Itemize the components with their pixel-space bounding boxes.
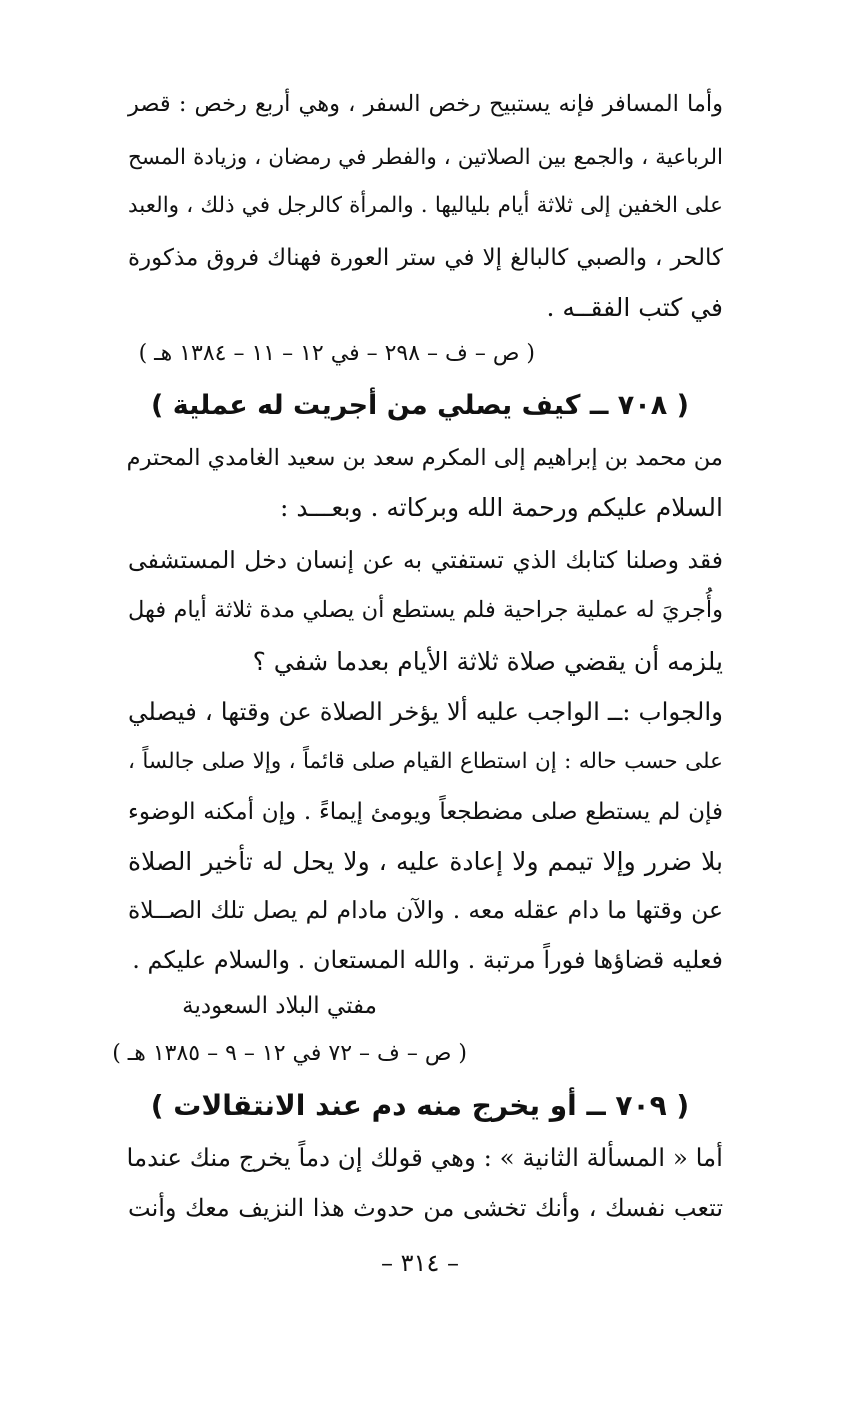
fatwa-709-line-1: أما « المسألة الثانية » : وهي قولك إن دماً يخرج منك عندما	[126, 1143, 723, 1172]
fatwa-709-line-2: تتعب نفسك ، وأنك تخشى من حدوث هذا النزيف معك وأنت	[128, 1194, 724, 1222]
fatwa-708-reference: ( ص – ف – ٧٢ في ١٢ – ٩ – ١٣٨٥ هـ )	[112, 1041, 467, 1066]
fatwa-708-answer-5: عن وقتها ما دام عقله معه . والآن مادام لم يصل تلك الصــلاة	[128, 896, 723, 924]
fatwa-708-answer-4: بلا ضرر وإلا تيمم ولا إعادة عليه ، ولا يحل له تأخير الصلاة	[128, 847, 723, 876]
fatwa-708-answer-3: فإن لم يستطع صلى مضطجعاً ويومئ إيماءً . وإن أمكنه الوضوء	[128, 799, 723, 825]
page-number: – ٣١٤ –	[381, 1249, 459, 1277]
fatwa-708-salutation-2: السلام عليكم ورحمة الله وبركاته . وبعـــد :	[279, 493, 723, 522]
fatwa-708-heading: ( ٧٠٨ ــ كيف يصلي من أجريت له عملية )	[151, 390, 689, 421]
fatwa-708-answer-1: والجواب :ــ الواجب عليه ألا يؤخر الصلاة عن وقتها ، فيصلي	[128, 697, 723, 726]
intro-line-3: على الخفين إلى ثلاثة أيام بلياليها . والمرأة كالرجل في ذلك ، والعبد	[128, 193, 723, 218]
fatwa-708-question-3: يلزمه أن يقضي صلاة ثلاثة الأيام بعدما شفي ؟	[252, 647, 723, 676]
intro-line-5: في كتب الفقــه .	[546, 293, 723, 322]
intro-line-1: وأما المسافر فإنه يستبيح رخص السفر ، وهي أربع رخص : قصر	[128, 91, 723, 117]
fatwa-708-answer-6: فعليه قضاؤها فوراً مرتبة . والله المستعان . والسلام عليكم .	[132, 946, 723, 974]
fatwa-708-question-1: فقد وصلنا كتابك الذي تستفتي به عن إنسان دخل المستشفى	[128, 546, 723, 574]
intro-line-2: الرباعية ، والجمع بين الصلاتين ، والفطر في رمضان ، وزيادة المسح	[128, 145, 723, 170]
fatwa-708-salutation-1: من محمد بن إبراهيم إلى المكرم سعد بن سعيد الغامدي المحترم	[126, 445, 723, 471]
fatwa-708-signature: مفتي البلاد السعودية	[182, 993, 377, 1019]
fatwa-709-heading: ( ٧٠٩ ــ أو يخرج منه دم عند الانتقالات )	[150, 1089, 690, 1122]
fatwa-708-answer-2: على حسب حاله : إن استطاع القيام صلى قائماً ، وإلا صلى جالساً ،	[128, 749, 723, 774]
intro-reference: ( ص – ف – ٢٩٨ – في ١٢ – ١١ – ١٣٨٤ هـ )	[138, 341, 535, 366]
intro-line-4: كالحر ، والصبي كالبالغ إلا في ستر العورة فهناك فروق مذكورة	[128, 245, 723, 271]
fatwa-708-question-2: وأُجريَ له عملية جراحية فلم يستطع أن يصلي مدة ثلاثة أيام فهل	[128, 597, 723, 623]
